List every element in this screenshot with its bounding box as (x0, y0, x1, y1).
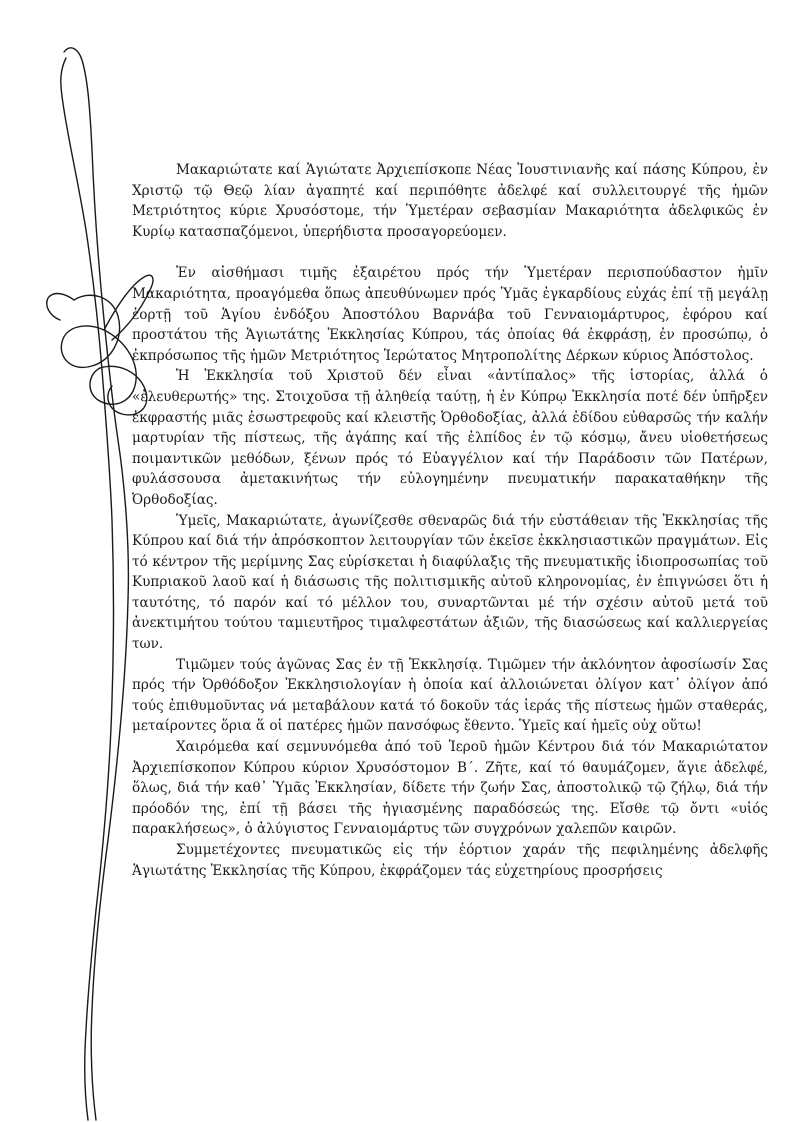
letter-body (132, 160, 768, 881)
paragraph-rejoice: Χαιρόμεθα καί σεμνυνόμεθα ἀπό τοῦ Ἱεροῦ ἡμῶν Κέντρου διά τόν Μακαριώτατον Ἀρχιεπίσκοπον Κύπρου κύριον Χρυσόστομον Β΄. Ζῆτε, καί τό θαυμάζομεν, ἅγιε ἀδελφέ, ὅλως, διά τήν καθ᾽ Ὑμᾶς Ἐκκλησίαν, δίδετε τήν ζωήν Σας, ἀποστολικῷ τῷ ζήλῳ, διά τήν πρόοδόν της, ἐπί τῇ βάσει τῆς ἡγιασμένης παραδόσεώς της. Εἴσθε τῷ ὄντι «υἱός παρακλήσεως», ὁ ἀλύγιστος Γενναιομάρτυς τῶν συγχρόνων χαλεπῶν καιρῶν. (132, 739, 768, 838)
paragraph-church-liberator: Ἡ Ἐκκλησία τοῦ Χριστοῦ δέν εἶναι «ἀντίπαλος» τῆς ἱστορίας, ἀλλά ὁ «ἐλευθερωτής» της. Στοιχοῦσα τῇ ἀληθείᾳ ταύτῃ, ἡ ἐν Κύπρῳ Ἐκκλησία ποτέ δέν ὑπῆρξεν ἐκφραστής μιᾶς ἐσωστρεφοῦς καί κλειστῆς Ὀρθοδοξίας, ἀλλά ἐδίδου εὐθαρσῶς τήν καλήν μαρτυρίαν τῆς πίστεως, τῆς ἀγάπης καί τῆς ἐλπίδος ἐν τῷ κόσμῳ, ἄνευ υἱοθετήσεως ποιμαντικῶν μεθόδων, ξένων πρός τό Εὐαγγέλιον καί τήν Παράδοσιν τῶν Πατέρων, φυλάσσουσα ἀμετακινήτως τήν εὐλογημένην πνευματικήν παρακαταθήκην τῆς Ὀρθοδοξίας. (132, 368, 768, 508)
paragraph-salutation: Μακαριώτατε καί Ἁγιώτατε Ἀρχιεπίσκοπε Νέας Ἰουστινιανῆς καί πάσης Κύπρου, ἐν Χριστῷ τῷ Θεῷ λίαν ἀγαπητέ καί περιπόθητε ἀδελφέ καί συλλειτουργέ τῆς ἡμῶν Μετριότητος κύριε Χρυσόστομε, τήν Ὑμετέραν σεβασμίαν Μακαριότητα ἀδελφικῶς ἐν Κυρίῳ κατασπαζόμενοι, ὑπερήδιστα προσαγορεύομεν. (132, 162, 768, 240)
paragraph-struggles: Ὑμεῖς, Μακαριώτατε, ἀγωνίζεσθε σθεναρῶς διά τήν εὐστάθειαν τῆς Ἐκκλησίας τῆς Κύπρου καί διά τήν ἀπρόσκοπτον λειτουργίαν τῶν ἐκεῖσε ἐκκλησιαστικῶν πραγμάτων. Εἰς τό κέντρον τῆς μερίμνης Σας εὑρίσκεται ἡ διαφύλαξις τῆς πνευματικῆς ἰδιοπροσωπίας τοῦ Κυπριακοῦ λαοῦ καί ἡ διάσωσις τῆς πολιτισμικῆς αὐτοῦ κληρονομίας, ἐν ἐπιγνώσει ὅτι ἡ ταυτότης, τό παρόν καί τό μέλλον του, συναρτῶνται μέ τήν σχέσιν αὐτοῦ μετά τοῦ ἀνεκτιμήτου τούτου ταμιευτῆρος τιμαλφεστάτων ἀξιῶν, τῆς διασώσεως καί καλλιεργείας των. (132, 512, 768, 653)
paragraph-greetings: Ἐν αἰσθήμασι τιμῆς ἐξαιρέτου πρός τήν Ὑμετέραν περισπούδαστον ἡμῖν Μακαριότητα, προαγόμεθα ὅπως ἀπευθύνωμεν πρός Ὑμᾶς ἐγκαρδίους εὐχάς ἐπί τῇ μεγάλῃ ἑορτῇ τοῦ Ἁγίου ἐνδόξου Ἀποστόλου Βαρνάβα τοῦ Γενναιομάρτυρος, ἐφόρου καί προστάτου τῆς Ἁγιωτάτης Ἐκκλησίας Κύπρου, τάς ὁποίας θά ἐκφράσῃ, ἐν προσώπῳ, ὁ ἐκπρόσωπος τῆς ἡμῶν Μετριότητος Ἱερώτατος Μητροπολίτης Δέρκων κύριος Ἀπόστολος. (132, 265, 768, 364)
paragraph-participation: Συμμετέχοντες πνευματικῶς εἰς τήν ἑόρτιον χαράν τῆς πεφιλημένης ἀδελφῆς Ἁγιωτάτης Ἐκκλησίας τῆς Κύπρου, ἐκφράζομεν τάς εὐχετηρίους προσρήσεις (132, 842, 768, 879)
paragraph-honor: Τιμῶμεν τούς ἀγῶνας Σας ἐν τῇ Ἐκκλησίᾳ. Τιμῶμεν τήν ἀκλόνητον ἀφοσίωσίν Σας πρός τήν Ὀρθόδοξον Ἐκκλησιολογίαν ἡ ὁποία καί ἀλλοιώνεται ὀλίγον κατ᾽ ὀλίγον ἀπό τούς ἐπιθυμοῦντας νά μεταβάλουν κατά τό δοκοῦν τάς ἱεράς τῆς πίστεως ἡμῶν σταθεράς, μεταίροντες ὅρια ἅ οἱ πατέρες ἡμῶν πανσόφως ἔθεντο. Ὑμεῖς καί ἡμεῖς οὐχ οὕτω! (132, 656, 768, 735)
